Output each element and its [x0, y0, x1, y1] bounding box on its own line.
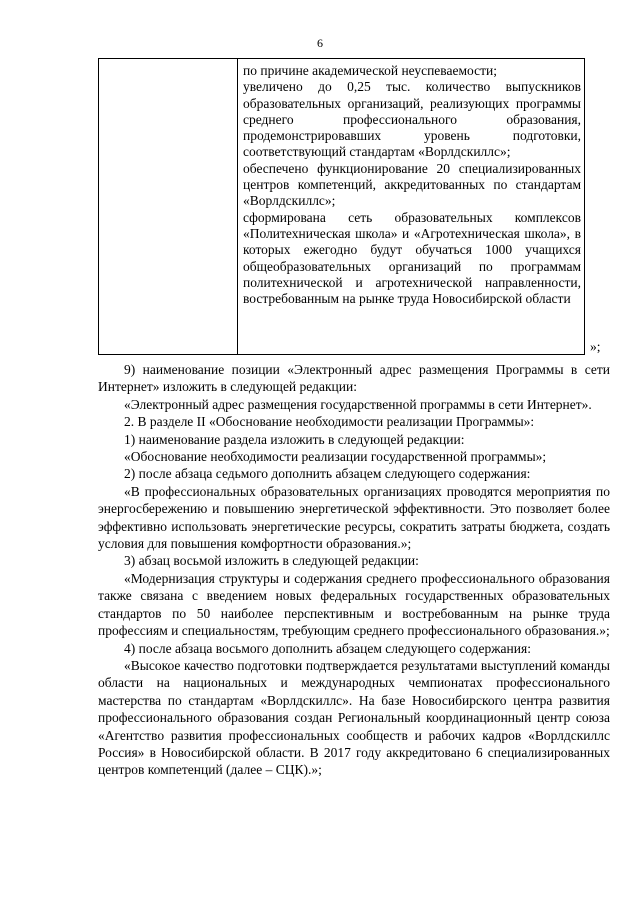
- table-cell: [243, 63, 581, 307]
- paragraph: 2) после абзаца седьмого дополнить абзацем следующего содержания:: [124, 466, 531, 482]
- paragraph: «Электронный адрес размещения государственной программы в сети Интернет».: [124, 396, 592, 412]
- paragraph: 1) наименование раздела изложить в следующей редакции:: [124, 431, 465, 447]
- page-number: 6: [317, 36, 323, 50]
- table-cell-line: по причине академической неуспеваемости;: [243, 63, 497, 78]
- document-body: [98, 361, 610, 779]
- paragraph: «Модернизация структуры и содержания среднего профессионального образования также связана с введением новых федеральных государственных образовательных стандартов по 50 наиболее перспективным и востребованным на рынке труда профессиям и специальностям, требующим среднего профессионального образования.»;: [98, 570, 610, 639]
- paragraph: «В профессиональных образовательных организациях проводятся мероприятия по энергосбережению и повышению энергетической эффективности. Это позволяет более эффективно использовать энергетические ресурсы, сократить затраты бюджета, создать условия для повышения комфортности образования.»;: [98, 483, 610, 552]
- paragraph: 3) абзац восьмой изложить в следующей редакции:: [124, 553, 419, 569]
- table-closing-quote: »;: [590, 339, 601, 354]
- paragraph: «Обоснование необходимости реализации государственной программы»;: [124, 449, 547, 465]
- paragraph: 2. В разделе II «Обоснование необходимости реализации Программы»:: [124, 414, 535, 430]
- paragraph: 4) после абзаца восьмого дополнить абзацем следующего содержания:: [124, 640, 531, 656]
- paragraph: 9) наименование позиции «Электронный адрес размещения Программы в сети Интернет» изложить в следующей редакции:: [98, 362, 610, 395]
- table-fragment: [98, 58, 585, 355]
- table-cell-line: обеспечено функционирование 20 специализированных центров компетенций, аккредитованных по стандартам «Ворлдскиллс»;: [243, 160, 581, 209]
- table-cell-line: сформирована сеть образовательных комплексов «Политехническая школа» и «Агротехническая школа», в которых ежегодно будут обучаться 1000 учащихся общеобразовательных организаций по программам политехнической и агротехнической направленности, востребованным на рынке труда Новосибирской области: [243, 209, 581, 307]
- table-cell-line: увеличено до 0,25 тыс. количество выпускников образовательных организаций, реализующих программы среднего профессионального образования, продемонстрировавших уровень подготовки, соответствующий стандартам «Ворлдскиллс»;: [243, 79, 581, 160]
- table-column-divider: [237, 59, 238, 354]
- paragraph: «Высокое качество подготовки подтверждается результатами выступлений команды области на национальных и международных чемпионатах профессионального мастерства по стандартам «Ворлдскиллс». На базе Новосибирского центра развития профессионального образования создан Региональный координационный центр союза «Агентство развития профессиональных сообществ и рабочих кадров «Ворлдскиллс Россия» в Новосибирской области. В 2017 году аккредитовано 6 специализированных центров компетенций (далее – СЦК).»;: [98, 657, 610, 778]
